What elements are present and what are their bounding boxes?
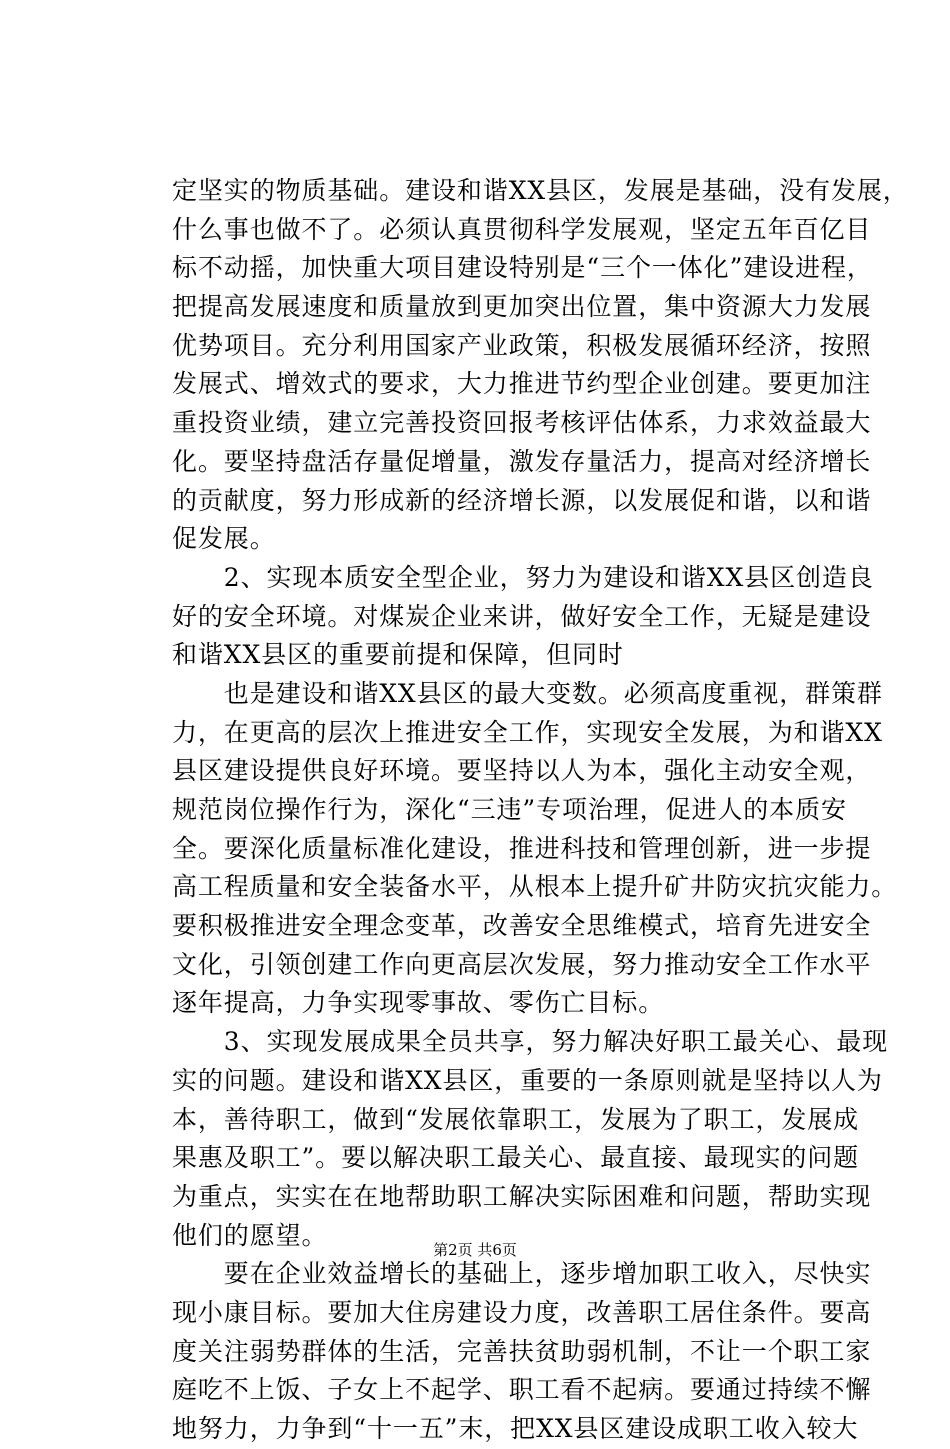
text-line: 规范岗位操作行为，深化“三违”专项治理，促进人的本质安 [172,795,847,824]
text-line: 好的安全环境。对煤炭企业来讲，做好安全工作，无疑是建设 [172,601,872,631]
text-line: 优势项目。充分利用国家产业政策，积极发展循环经济，按照 [172,330,872,360]
text-line: 促发展。 [172,524,276,554]
text-line: 2、实现本质安全型企业，努力为建设和谐XX县区创造良 [172,562,874,592]
text-line: 文化，引领创建工作向更高层次发展，努力推动安全工作水平 [172,949,872,979]
text-line: 和谐XX县区的重要前提和保障，但同时 [172,640,624,670]
text-line: 果惠及职工”。要以解决职工最关心、最直接、最现实的问题 [172,1143,860,1173]
text-line: 把提高发展速度和质量放到更加突出位置，集中资源大力发展 [172,292,872,322]
page-number-footer: 第2页 共6页 [433,1241,517,1259]
text-line: 度关注弱势群体的生活，完善扶贫助弱机制，不让一个职工家 [172,1336,872,1366]
text-line: 的贡献度，努力形成新的经济增长源，以发展促和谐，以和谐 [172,485,872,515]
text-line: 本，善待职工，做到“发展依靠职工，发展为了职工，发展成 [172,1104,860,1134]
text-line: 化。要坚持盘活存量促增量，激发存量活力，提高对经济增长 [172,446,872,476]
text-line: 实的问题。建设和谐XX县区，重要的一条原则就是坚持以人为 [172,1065,883,1095]
text-line: 什么事也做不了。必须认真贯彻科学发展观，坚定五年百亿目 [172,214,872,244]
text-line: 力，在更高的层次上推进安全工作，实现安全发展，为和谐XX [172,717,883,747]
text-line: 地努力，力争到“十一五”末，把XX县区建设成职工收入较大 [172,1414,859,1443]
text-line: 发展式、增效式的要求，大力推进节约型企业创建。要更加注 [172,369,872,399]
text-line: 也是建设和谐XX县区的最大变数。必须高度重视，群策群 [172,678,883,708]
text-line: 标不动摇，加快重大项目建设特别是“三个一体化”建设进程， [172,253,873,283]
text-line: 现小康目标。要加大住房建设力度，改善职工居住条件。要高 [172,1297,872,1327]
text-line: 庭吃不上饭、子女上不起学、职工看不起病。要通过持续不懈 [172,1375,872,1405]
text-line: 定坚实的物质基础。建设和谐XX县区，发展是基础，没有发展， [172,176,909,205]
text-line: 要在企业效益增长的基础上，逐步增加职工收入，尽快实 [172,1259,872,1289]
text-line: 县区建设提供良好环境。要坚持以人为本，强化主动安全观， [172,756,872,786]
text-line: 逐年提高，力争实现零事故、零伤亡目标。 [172,988,665,1018]
text-line: 高工程质量和安全装备水平，从根本上提升矿井防灾抗灾能力。 [172,872,898,902]
text-line: 他们的愿望。 [172,1220,328,1250]
text-line: 要积极推进安全理念变革，改善安全思维模式，培育先进安全 [172,911,872,941]
text-line: 为重点，实实在在地帮助职工解决实际困难和问题，帮助实现 [172,1181,872,1211]
text-line: 重投资业绩，建立完善投资回报考核评估体系，力求效益最大 [172,408,872,438]
text-line: 3、实现发展成果全员共享，努力解决好职工最关心、最现 [172,1027,889,1057]
text-line: 全。要深化质量标准化建设，推进科技和管理创新，进一步提 [172,833,872,863]
